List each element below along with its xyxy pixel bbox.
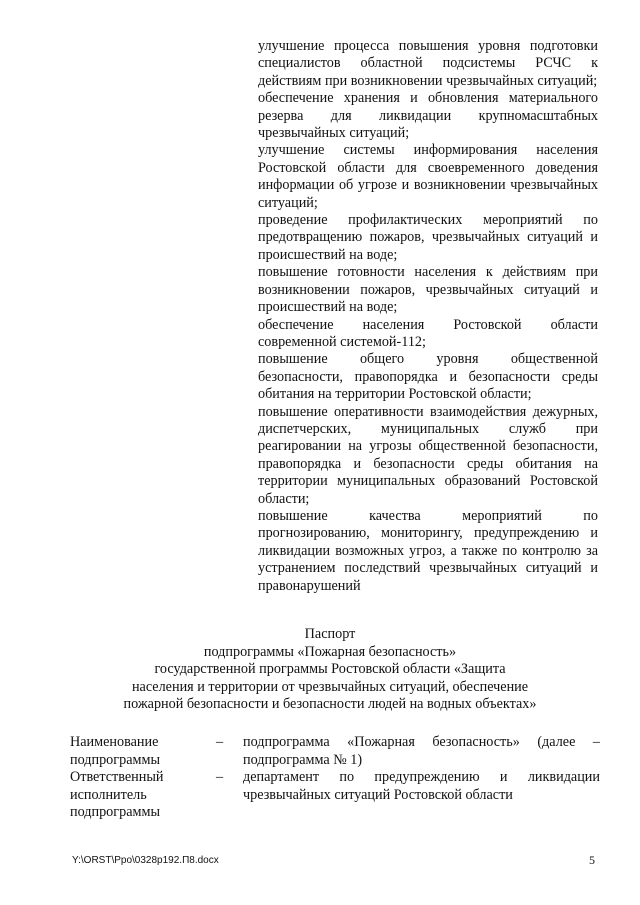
title-line: населения и территории от чрезвычайных ситуаций, обеспечение bbox=[131, 678, 529, 695]
page-number: 5 bbox=[589, 853, 595, 867]
row-dash: – bbox=[216, 769, 224, 786]
row-name-line: Наименование bbox=[70, 734, 159, 750]
list-item: повышение оперативности взаимодействия дежурных, диспетчерских, муниципальных служб при реагировании на угрозы общественной безопасности, правопорядка и безопасности среды обитания на территории муниципальных образований Ростовской области; bbox=[258, 403, 598, 507]
list-item: улучшение процесса повышения уровня подготовки специалистов областной подсистемы РСЧС к действиям при возникновении чрезвычайных ситуаций; bbox=[258, 38, 598, 89]
row-name-line: исполнитель bbox=[70, 786, 147, 803]
row-name-line: подпрограммы bbox=[70, 804, 160, 821]
list-item: повышение качества мероприятий по прогнозированию, мониторингу, предупреждению и ликвидации возможных угроз, а также по контролю за устранением последствий чрезвычайных ситуаций и правонарушений bbox=[258, 507, 598, 594]
list-item: улучшение системы информирования населения Ростовской области для своевременного доведения информации об угрозе и возникновении чрезвычайных ситуаций; bbox=[258, 142, 598, 211]
row-value: департамент по предупреждению и ликвидации чрезвычайных ситуаций Ростовской области bbox=[243, 769, 600, 803]
title-line: Паспорт bbox=[304, 626, 356, 642]
row-name bbox=[70, 769, 216, 822]
title-line: подпрограммы «Пожарная безопасность» bbox=[203, 643, 457, 660]
row-value: подпрограмма «Пожарная безопасность» (далее – подпрограмма № 1) bbox=[243, 734, 600, 768]
passport-table bbox=[70, 734, 600, 822]
footer-file-path: Y:\ORST\Ppo\0328p192.П8.docx bbox=[72, 855, 219, 866]
list-item: повышение общего уровня общественной безопасности, правопорядка и безопасности среды обитания на территории Ростовской области; bbox=[258, 351, 598, 403]
list-item: проведение профилактических мероприятий по предотвращению пожаров, чрезвычайных ситуаций и происшествий на воде; bbox=[258, 212, 598, 263]
goals-list bbox=[258, 38, 598, 595]
row-name bbox=[70, 734, 216, 769]
list-item: обеспечение хранения и обновления материального резерва для ликвидации крупномасштабных чрезвычайных ситуаций; bbox=[258, 90, 598, 142]
list-item: обеспечение населения Ростовской области современной системой-112; bbox=[258, 316, 598, 350]
table-row bbox=[70, 769, 600, 822]
row-dash: – bbox=[216, 734, 224, 750]
title-line: пожарной безопасности и безопасности людей на водных объектах» bbox=[123, 696, 537, 713]
row-name-line: подпрограммы bbox=[70, 751, 160, 768]
title-line: государственной программы Ростовской области «Защита bbox=[154, 661, 506, 678]
list-item: повышение готовности населения к действиям при возникновении пожаров, чрезвычайных ситуаций и происшествий на воде; bbox=[258, 264, 598, 316]
table-row bbox=[70, 734, 600, 769]
row-name-line: Ответственный bbox=[70, 769, 164, 786]
passport-title bbox=[60, 626, 600, 714]
